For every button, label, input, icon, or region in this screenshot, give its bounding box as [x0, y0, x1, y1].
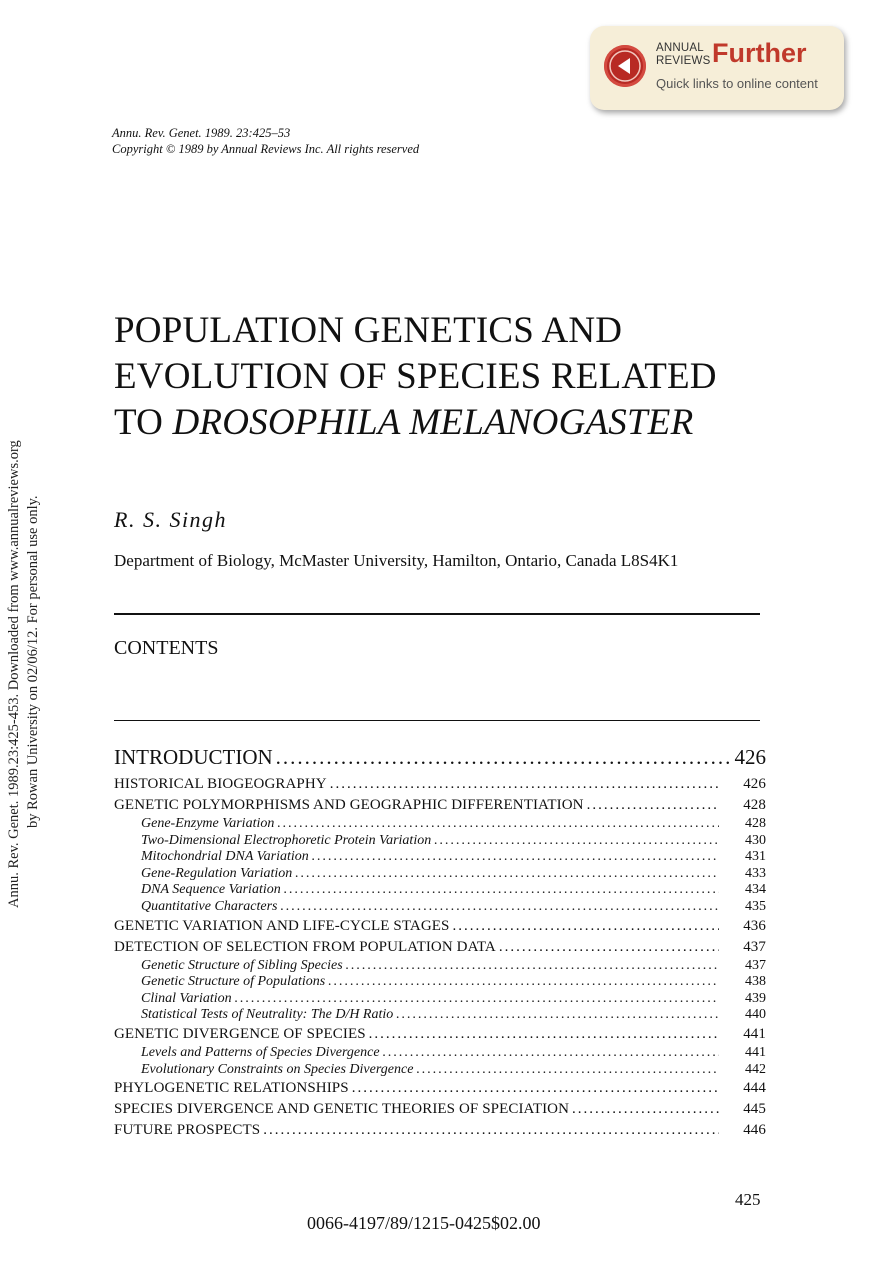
toc-entry-label: PHYLOGENETIC RELATIONSHIPS [114, 1080, 349, 1097]
toc-entry-page: 430 [745, 832, 766, 848]
badge-tagline: Quick links to online content [656, 76, 818, 91]
toc-leader-dots [276, 740, 729, 774]
toc-subentry [114, 1062, 766, 1079]
toc-leader-dots [434, 833, 719, 850]
toc-entry [114, 1120, 766, 1141]
toc-entry-page: 428 [745, 816, 766, 831]
toc-entry-label: Genetic Structure of Populations [141, 974, 326, 990]
toc-entry [114, 916, 766, 937]
toc-entry [114, 795, 766, 816]
toc-entry-page: 435 [745, 898, 766, 914]
toc-entry-label: Mitochondrial DNA Variation [141, 849, 309, 865]
toc-leader-dots [352, 1078, 719, 1099]
toc-subentry [114, 1045, 766, 1062]
title-species-name: DROSOPHILA MELANOGASTER [172, 402, 694, 443]
toc-leader-dots [383, 1045, 719, 1062]
toc-entry-label: Statistical Tests of Neutrality: The D/H Ratio [141, 1007, 394, 1023]
toc-subentry [114, 974, 766, 991]
toc-entry-label: FUTURE PROSPECTS [114, 1122, 261, 1139]
toc-leader-dots [284, 882, 719, 899]
toc-leader-dots [277, 816, 719, 833]
toc-entry [114, 774, 766, 795]
toc-leader-dots [572, 1099, 719, 1120]
toc-entry-page: 442 [745, 1061, 766, 1077]
toc-entry-page: 440 [745, 1007, 766, 1023]
toc-entry-page: 428 [743, 797, 766, 813]
toc-entry-label: Quantitative Characters [141, 898, 278, 914]
back-arrow-icon[interactable] [604, 45, 646, 87]
toc-entry-page: 438 [745, 974, 766, 990]
author-affiliation: Department of Biology, McMaster University, Hamilton, Ontario, Canada L8S4K1 [114, 551, 679, 570]
divider-bottom [114, 720, 760, 721]
toc-entry [114, 937, 766, 958]
toc-leader-dots [369, 1024, 719, 1045]
toc-entry-label: HISTORICAL BIOGEOGRAPHY [114, 776, 327, 792]
toc-entry [114, 1099, 766, 1120]
toc-leader-dots [346, 958, 719, 975]
toc-entry-page: 437 [745, 957, 766, 973]
toc-entry-page: 431 [745, 849, 766, 865]
toc-entry-page: 426 [734, 745, 766, 769]
toc-subentry [114, 833, 766, 850]
toc-entry-label: GENETIC POLYMORPHISMS AND GEOGRAPHIC DIFFERENTIATION [114, 797, 584, 813]
toc-leader-dots [263, 1120, 719, 1141]
toc-leader-dots [499, 937, 719, 958]
toc-subentry [114, 849, 766, 866]
toc-entry-label: Evolutionary Constraints on Species Divergence [141, 1061, 414, 1077]
toc-leader-dots [587, 795, 719, 816]
toc-entry-label: INTRODUCTION [114, 745, 273, 769]
toc-subentry [114, 816, 766, 833]
table-of-contents [114, 740, 766, 1141]
brand-reviews: REVIEWS [656, 55, 711, 67]
toc-entry-page: 446 [743, 1122, 766, 1139]
title-line-2: EVOLUTION OF SPECIES RELATED [114, 356, 717, 397]
author-name: R. S. Singh [114, 507, 228, 532]
page-number: 425 [735, 1190, 761, 1209]
download-notice [0, 0, 46, 1275]
toc-subentry [114, 991, 766, 1008]
toc-leader-dots [235, 991, 719, 1008]
toc-leader-dots [452, 916, 719, 937]
toc-leader-dots [396, 1007, 719, 1024]
divider-top [114, 613, 760, 615]
toc-entry [114, 740, 766, 774]
toc-entry-page: 441 [745, 1044, 766, 1060]
toc-leader-dots [328, 974, 719, 991]
toc-leader-dots [330, 774, 719, 795]
title-line-3-prefix: TO [114, 402, 173, 443]
annual-reviews-further-badge[interactable] [590, 26, 844, 110]
toc-entry-page: 437 [743, 938, 766, 955]
article-title [114, 308, 717, 446]
toc-leader-dots [416, 1062, 719, 1079]
toc-entry-page: 436 [743, 917, 766, 934]
toc-entry-page: 433 [745, 865, 766, 881]
toc-entry-label: Genetic Structure of Sibling Species [141, 957, 343, 973]
toc-entry-label: DNA Sequence Variation [141, 882, 281, 898]
toc-entry-label: GENETIC VARIATION AND LIFE-CYCLE STAGES [114, 917, 450, 934]
journal-citation: Annu. Rev. Genet. 1989. 23:425–53 [112, 126, 291, 140]
toc-entry-label: DETECTION OF SELECTION FROM POPULATION DATA [114, 938, 496, 955]
brand-annual: ANNUAL [656, 42, 704, 54]
toc-entry-label: Gene-Regulation Variation [141, 865, 293, 881]
title-line-3 [114, 400, 717, 446]
toc-leader-dots [312, 849, 719, 866]
toc-entry-page: 426 [743, 776, 766, 792]
title-line-1: POPULATION GENETICS AND [114, 310, 623, 351]
toc-subentry [114, 866, 766, 883]
toc-entry-page: 445 [743, 1101, 766, 1118]
copyright-notice: Copyright © 1989 by Annual Reviews Inc. All rights reserved [112, 142, 420, 156]
toc-subentry [114, 899, 766, 916]
toc-entry-label: Clinal Variation [141, 990, 232, 1006]
toc-entry-page: 444 [743, 1080, 766, 1097]
journal-citation-block [112, 125, 419, 157]
toc-entry-page: 441 [743, 1025, 766, 1042]
toc-entry [114, 1024, 766, 1045]
toc-subentry [114, 882, 766, 899]
further-label: Further [712, 38, 807, 68]
toc-entry-label: Levels and Patterns of Species Divergence [141, 1044, 380, 1060]
toc-entry-label: Gene-Enzyme Variation [141, 816, 275, 831]
download-notice-line1: Annu. Rev. Genet. 1989.23:425-453. Downloaded from www.annualreviews.org [6, 440, 22, 908]
toc-entry [114, 1078, 766, 1099]
toc-entry-page: 439 [745, 990, 766, 1006]
toc-subentry [114, 1007, 766, 1024]
toc-entry-label: Two-Dimensional Electrophoretic Protein Variation [141, 832, 432, 848]
toc-leader-dots [281, 899, 720, 916]
toc-entry-label: SPECIES DIVERGENCE AND GENETIC THEORIES OF SPECIATION [114, 1101, 570, 1118]
toc-entry-label: GENETIC DIVERGENCE OF SPECIES [114, 1025, 366, 1042]
footer-code: 0066-4197/89/1215-0425$02.00 [307, 1213, 541, 1233]
toc-subentry [114, 958, 766, 975]
download-notice-line2: by Rowan University on 02/06/12. For personal use only. [25, 495, 41, 828]
toc-entry-page: 434 [745, 882, 766, 898]
toc-leader-dots [295, 866, 719, 883]
contents-heading: CONTENTS [114, 637, 219, 659]
